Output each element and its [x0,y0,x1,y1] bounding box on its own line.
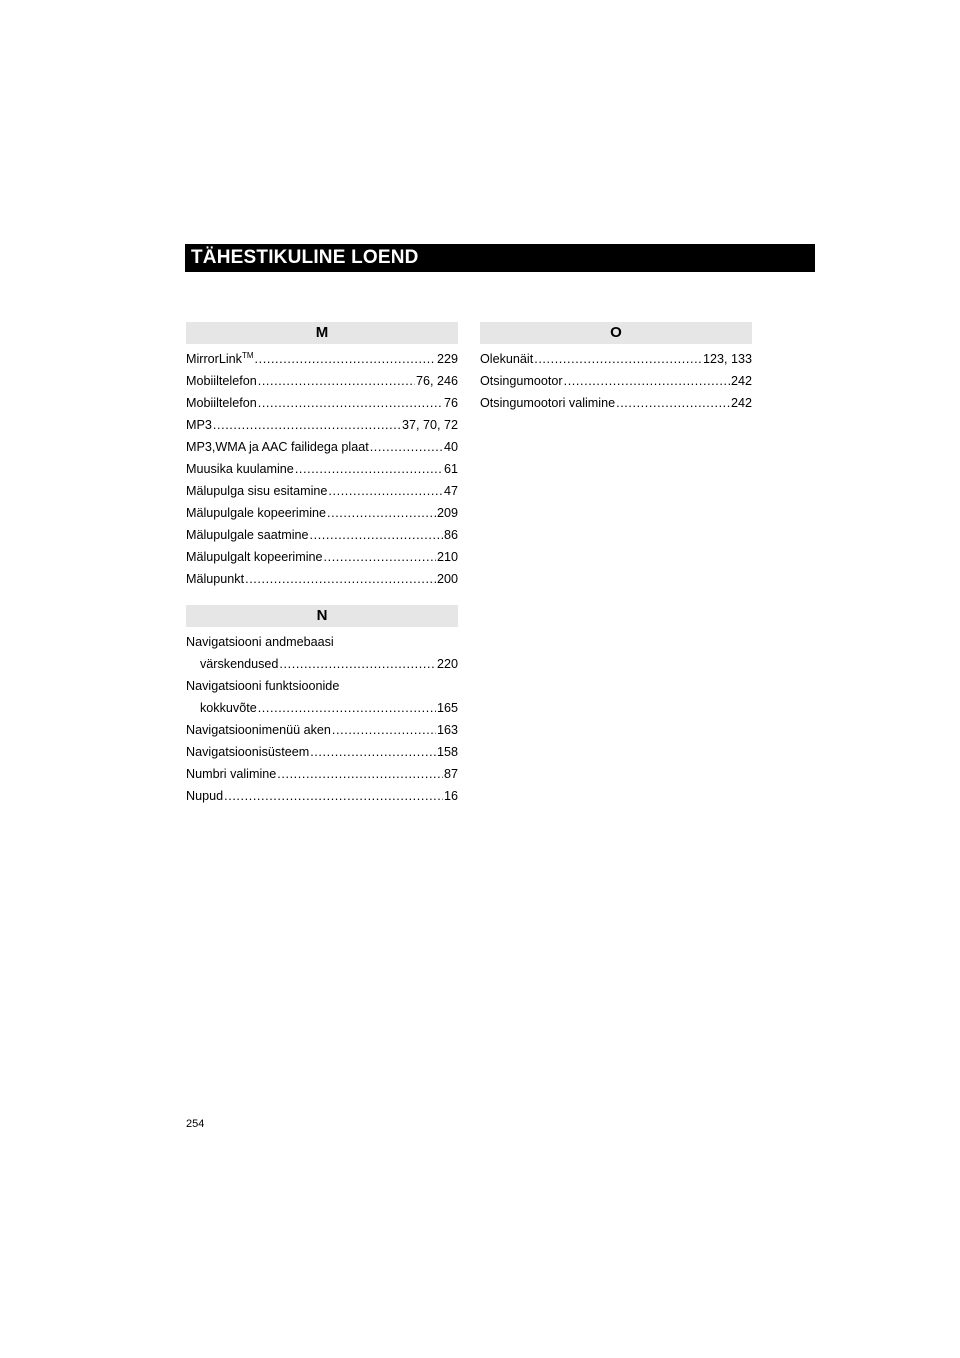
index-entry[interactable] [186,352,458,367]
entry-pages: 242 [730,396,752,410]
leader-dots [324,550,436,565]
leader-dots [279,657,436,672]
trademark-superscript: TM [241,350,254,360]
index-entry[interactable] [480,352,752,367]
entry-pages: 86 [443,528,458,542]
index-entry[interactable] [186,418,458,433]
entry-term: Navigatsioonimenüü aken [186,723,331,737]
entry-pages: 47 [443,484,458,498]
entry-pages: 87 [443,767,458,781]
index-entry[interactable] [186,550,458,565]
index-entry[interactable] [186,528,458,543]
entry-term: Olekunäit [480,352,534,366]
entry-pages: 37, 70, 72 [401,418,458,432]
entry-term: Mälupunkt [186,572,245,586]
entry-term: Mälupulgalt kopeerimine [186,550,323,564]
leader-dots [310,528,443,543]
index-entry[interactable] [186,396,458,411]
leader-dots [258,701,436,716]
index-title: TÄHESTIKULINE LOEND [191,247,419,268]
index-entry[interactable] [186,506,458,521]
entry-pages: 76 [443,396,458,410]
entry-pages: 165 [436,701,458,715]
leader-dots [277,767,443,782]
entry-pages: 220 [436,657,458,671]
section-m [186,322,458,587]
entry-pages: 209 [436,506,458,520]
section-n [186,605,458,804]
entry-pages: 123, 133 [702,352,752,366]
entry-term: Otsingumootori valimine [480,396,616,410]
section-letter-o: O [480,322,752,344]
leader-dots [224,789,443,804]
entry-term: Navigatsiooni andmebaasi [186,635,334,649]
entry-pages: 16 [443,789,458,803]
index-entry[interactable] [186,374,458,389]
entry-pages: 242 [730,374,752,388]
entry-term: Nupud [186,789,224,803]
entry-pages: 61 [443,462,458,476]
index-entry[interactable] [186,440,458,455]
index-entry[interactable] [186,767,458,782]
index-header [185,244,815,272]
entry-term: Mälupulgale saatmine [186,528,309,542]
entry-term: MirrorLink [186,352,242,366]
section-letter-m: M [186,322,458,344]
entry-pages: 200 [436,572,458,586]
leader-dots [258,374,415,389]
entry-term: MP3,WMA ja AAC failidega plaat [186,440,369,454]
index-entry[interactable] [480,374,752,389]
entry-term-continued: kokkuvõte [200,701,257,715]
entry-term: Muusika kuulamine [186,462,294,476]
leader-dots [258,396,443,411]
entry-term: Mälupulga sisu esitamine [186,484,328,498]
entry-pages: 163 [436,723,458,737]
index-entry[interactable] [186,723,458,738]
entry-pages: 76, 246 [415,374,458,388]
leader-dots [213,418,401,433]
leader-dots [616,396,730,411]
entry-pages: 40 [443,440,458,454]
index-entry[interactable] [186,484,458,499]
right-column [480,322,752,429]
leader-dots [310,745,436,760]
entry-term: MP3 [186,418,212,432]
leader-dots [295,462,443,477]
entry-term: Otsingumootor [480,374,563,388]
entry-term-continued: värskendused [200,657,279,671]
entry-pages: 210 [436,550,458,564]
entry-pages: 229 [436,352,458,366]
index-entry[interactable] [186,462,458,477]
leader-dots [328,484,443,499]
index-entry[interactable] [186,572,458,587]
leader-dots [255,352,436,367]
leader-dots [534,352,702,367]
index-entry[interactable] [186,789,458,804]
left-column [186,322,458,822]
leader-dots [564,374,730,389]
index-entry[interactable] [186,745,458,760]
leader-dots [245,572,436,587]
section-letter-n: N [186,605,458,627]
leader-dots [332,723,436,738]
leader-dots [327,506,436,521]
entry-term: Numbri valimine [186,767,277,781]
entry-term: Mobiiltelefon [186,396,257,410]
leader-dots [370,440,443,455]
entry-term: Mälupulgale kopeerimine [186,506,327,520]
entry-term: Navigatsioonisüsteem [186,745,310,759]
entry-term: Mobiiltelefon [186,374,257,388]
page-number: 254 [186,1118,205,1130]
section-o [480,322,752,411]
index-entry[interactable] [480,396,752,411]
index-entry[interactable] [186,679,458,716]
index-entry[interactable] [186,635,458,672]
entry-pages: 158 [436,745,458,759]
entry-term: Navigatsiooni funktsioonide [186,679,340,693]
